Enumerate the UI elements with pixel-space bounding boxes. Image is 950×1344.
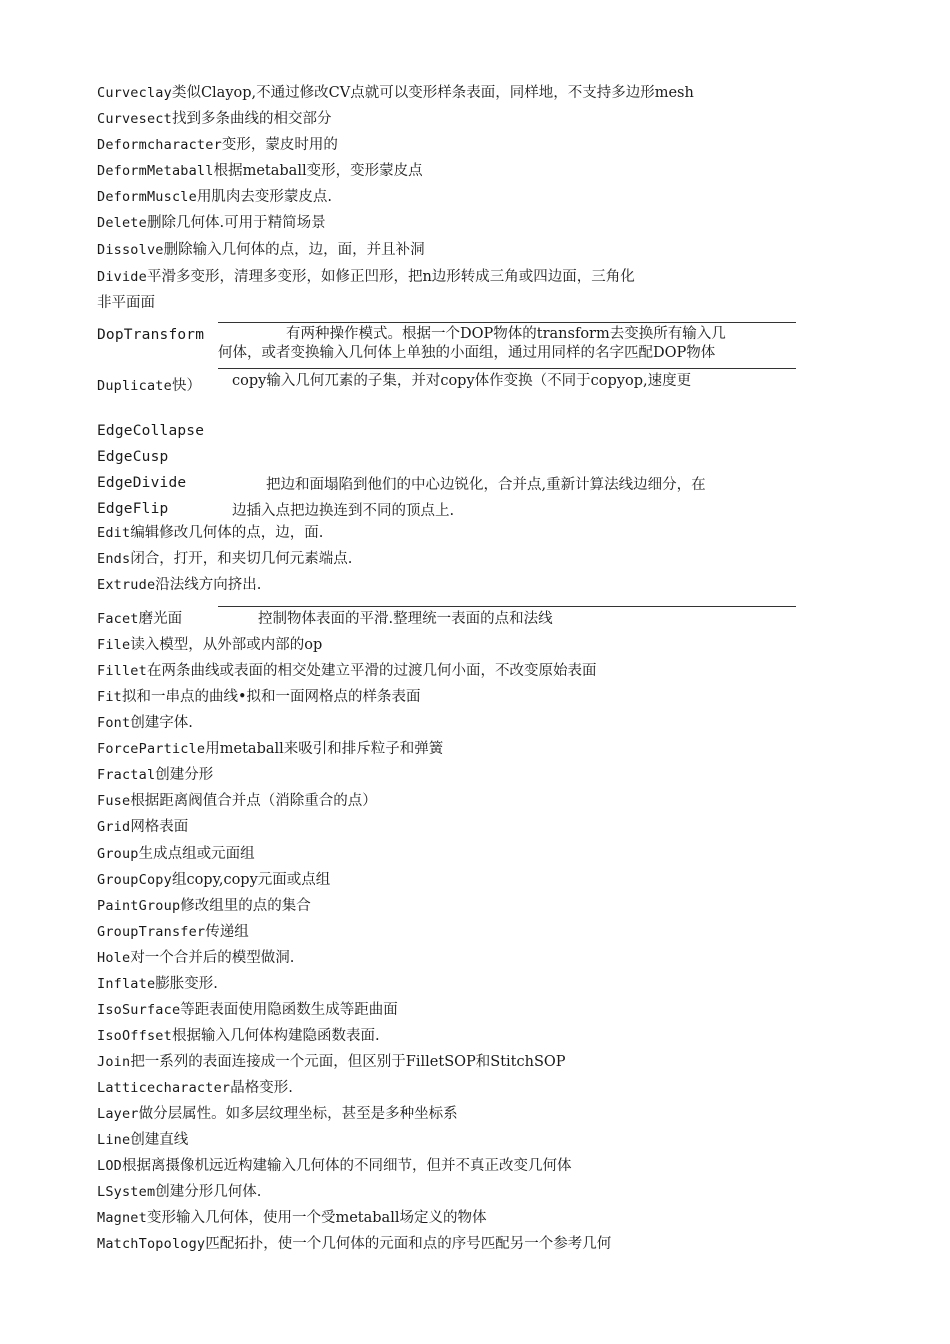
doptransform-desc-line1: 有两种操作模式。根据一个DOP物体的transform去变换所有输入几 [286, 326, 726, 342]
facet-desc: 控制物体表面的平滑.整理统一表面的点和法线 [258, 611, 553, 627]
facet-term: Facet磨光面 [97, 611, 183, 627]
list-item: Delete删除几何体.可用于精简场景 [97, 215, 326, 231]
list-item: PaintGroup修改组里的点的集合 [97, 898, 311, 914]
edge-term-collapse: EdgeCollapse [97, 423, 205, 439]
list-item: GroupCopy组copy,copy元面或点组 [97, 872, 331, 888]
list-item: Latticecharacter晶格变形. [97, 1080, 293, 1096]
doptransform-desc-line2: 何体，或者变换输入几何体上单独的小面组，通过用同样的名字匹配DOP物体 [218, 345, 716, 361]
list-item: File读入模型，从外部或内部的op [97, 637, 323, 653]
list-item: Divide平滑多变形，清理多变形，如修正凹形，把n边形转成三角或四边面，三角化 [97, 269, 635, 285]
list-item: Ends闭合，打开，和夹切几何元素端点. [97, 551, 353, 567]
list-item-continuation: 非平面面 [97, 295, 155, 311]
list-item: Group生成点组或元面组 [97, 846, 255, 862]
list-item: Extrude沿法线方向挤出. [97, 577, 262, 593]
list-item: Inflate膨胀变形. [97, 976, 218, 992]
edge-desc-line2: 边插入点把边换连到不同的顶点上. [232, 503, 455, 519]
duplicate-term: Duplicate快） [97, 378, 201, 394]
list-item: Fit拟和一串点的曲线•拟和一面网格点的样条表面 [97, 689, 421, 705]
list-item: LSystem创建分形几何体. [97, 1184, 262, 1200]
edge-term-cusp: EdgeCusp [97, 449, 169, 465]
list-item: Deformcharacter变形，蒙皮时用的 [97, 137, 338, 153]
list-item: Magnet变形输入几何体，使用一个受metaball场定义的物体 [97, 1210, 487, 1226]
list-item: Line创建直线 [97, 1132, 189, 1148]
edge-term-flip: EdgeFlip [97, 501, 169, 517]
list-item: GroupTransfer传递组 [97, 924, 249, 940]
list-item: IsoSurface等距表面使用隐函数生成等距曲面 [97, 1002, 398, 1018]
list-item: IsoOffset根据输入几何体构建隐函数表面. [97, 1028, 380, 1044]
list-item: LOD根据离摄像机远近构建输入几何体的不同细节，但并不真正改变几何体 [97, 1158, 572, 1174]
list-item: Join把一系列的表面连接成一个元面，但区别于FilletSOP和StitchSOP [97, 1054, 566, 1070]
list-item: Fuse根据距离阀值合并点（消除重合的点） [97, 793, 377, 809]
duplicate-desc: copy输入几何兀素的子集，并对copy体作变换（不同于copyop,速度更 [232, 373, 692, 389]
divider-line [218, 368, 796, 369]
list-item: Layer做分层属性。如多层纹理坐标，甚至是多种坐标系 [97, 1106, 458, 1122]
list-item: Curveclay类似Clayop,不通过修改CV点就可以变形样条表面，同样地，不支持多边形mesh [97, 85, 694, 101]
list-item: Fillet在两条曲线或表面的相交处建立平滑的过渡几何小面，不改变原始表面 [97, 663, 597, 679]
list-item: ForceParticle用metaball来吸引和排斥粒子和弹簧 [97, 741, 444, 757]
list-item: Hole对一个合并后的模型做洞. [97, 950, 295, 966]
list-item: MatchTopology匹配拓扑，使一个几何体的元面和点的序号匹配另一个参考几何 [97, 1236, 612, 1252]
list-item: Edit编辑修改几何体的点，边，面. [97, 525, 324, 541]
list-item: DeformMetaball根据metaball变形，变形蒙皮点 [97, 163, 423, 179]
doptransform-term: DopTransform [97, 327, 205, 343]
edge-term-divide: EdgeDivide [97, 475, 187, 491]
list-item: Font创建字体. [97, 715, 193, 731]
list-item: Curvesect找到多条曲线的相交部分 [97, 111, 332, 127]
list-item: Grid网格表面 [97, 819, 189, 835]
edge-desc-line1: 把边和面塌陷到他们的中心边锐化，合并点,重新计算法线边细分，在 [266, 477, 706, 493]
divider-line [218, 322, 796, 323]
list-item: DeformMuscle用肌肉去变形蒙皮点. [97, 189, 333, 205]
list-item: Fractal创建分形 [97, 767, 214, 783]
list-item: Dissolve删除输入几何体的点，边，面，并且补洞 [97, 242, 425, 258]
divider-line [218, 606, 796, 607]
